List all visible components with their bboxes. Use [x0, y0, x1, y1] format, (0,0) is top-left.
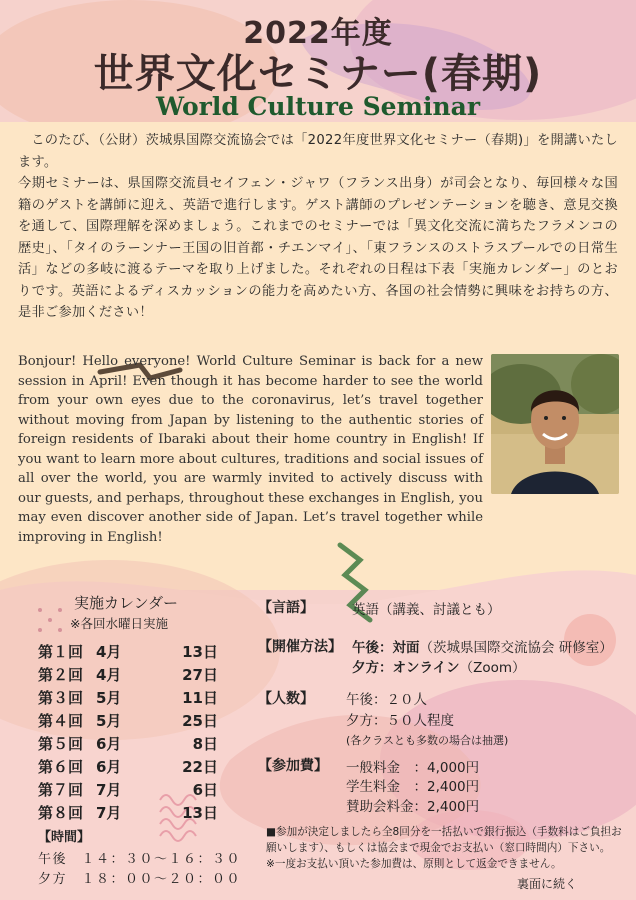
session: 第５回 [38, 735, 84, 753]
day: 22日 [182, 758, 218, 776]
language-value: 英語（講義、討議とも） [352, 602, 501, 618]
month: 7月 [96, 804, 122, 822]
english-intro: Bonjour! Hello everyone! World Culture Seminar is back for a new session in April! Even though it has become harder to see the world from your own eyes due to the coronavirus, let’s travel together without moving from Japan by listening to the authentic stories of foreign residents of Ibaraki about their home country in English! If you want to learn more about cultures, traditions and social issues of all over the world, you are warmly invited to actively discuss with our guests, and perhaps, throughout these exchanges in English, you may even discover another side of Japan. Let’s travel together while improving in English! [18, 354, 483, 545]
method-afternoon-detail: （茨城県国際交流協会 研修室） [419, 640, 613, 656]
day: 13日 [182, 804, 218, 822]
month: 6月 [96, 735, 122, 753]
session: 第３回 [38, 689, 84, 707]
method-evening [352, 656, 526, 676]
capacity-evening: 夕方：５０人程度 [346, 713, 454, 729]
fee-student: 学生料金 ：2,400円 [346, 779, 480, 795]
calendar-row [38, 756, 218, 779]
capacity-label: 【人数】 [258, 691, 314, 707]
continue-on-back: 裏面に続く [517, 877, 578, 891]
session: 第７回 [38, 781, 84, 799]
month: 5月 [96, 689, 122, 707]
japanese-intro [18, 130, 618, 324]
month: 6月 [96, 758, 122, 776]
english-title: World Culture Seminar [155, 92, 481, 121]
method-afternoon-key: 午後：対面 [352, 640, 420, 656]
payment-notes [266, 824, 626, 872]
day: 25日 [182, 712, 218, 730]
host-photo [491, 354, 619, 494]
language-label: 【言語】 [258, 600, 314, 616]
calendar-row [38, 802, 218, 825]
calendar-row [38, 664, 218, 687]
calendar-note: ※各回水曜日実施 [70, 616, 168, 631]
method-evening-detail: （Zoom） [459, 660, 526, 676]
day: 6日 [192, 781, 218, 799]
session: 第４回 [38, 712, 84, 730]
calendar-title: 実施カレンダー [74, 594, 179, 612]
payment-note-1: ■参加が決定しましたら全8回分を一括払いで銀行振込（手数料はご負担お願いします）、もしくは協会まで現金でお支払い（窓口時間内）下さい。 [266, 826, 622, 854]
capacity-note: (各クラスとも多数の場合は抽選) [346, 734, 509, 747]
method-evening-key: 夕方：オンライン [352, 660, 460, 676]
calendar-row [38, 779, 218, 802]
session: 第８回 [38, 804, 84, 822]
capacity-afternoon: 午後：２０人 [346, 692, 427, 708]
fee-label: 【参加費】 [258, 758, 328, 774]
calendar-row [38, 733, 218, 756]
calendar-table [38, 641, 218, 825]
month: 4月 [96, 643, 122, 661]
day: 8日 [192, 735, 218, 753]
day: 11日 [182, 689, 218, 707]
intro-paragraph-2: 今期セミナーは、県国際交流員セイフェン・ジャワ（フランス出身）が司会となり、毎回様々な国籍のゲストを講師に迎え、英語で進行します。ゲスト講師のプレゼンテーションを聴き、意見交換を通して、国際理解を深めましょう。これまでのセミナーでは「異文化交流に満ちたフラメンコの歴史」、「タイのラーンナー王国の旧首都・チエンマイ」、「東フランスのストラスブールでの日常生活」などの多岐に渡るテーマを取り上げました。それぞれの日程は下表「実施カレンダー」のとおりです。英語によるディスカッションの能力を高めたい方、各国の社会情勢に興味をお持ちの方、是非ご参加ください！ [18, 176, 618, 320]
calendar-row [38, 710, 218, 733]
session: 第１回 [38, 643, 84, 661]
month: 5月 [96, 712, 122, 730]
method-label: 【開催方法】 [258, 639, 342, 655]
session: 第２回 [38, 666, 84, 684]
time-afternoon: 午後 １４：３０～１６：３０ [38, 852, 242, 867]
payment-note-2: ※一度お支払い頂いた参加費は、原則として返金できません。 [266, 858, 562, 870]
calendar-row [38, 641, 218, 664]
day: 27日 [182, 666, 218, 684]
month: 4月 [96, 666, 122, 684]
day: 13日 [182, 643, 218, 661]
time-label: 【時間】 [38, 830, 91, 845]
session: 第６回 [38, 758, 84, 776]
year-title: 2022年度 [243, 16, 393, 51]
intro-paragraph-1: このたび、（公財）茨城県国際交流協会では「2022年度世界文化セミナー（春期)」を開講いたします。 [18, 133, 618, 170]
fee-general: 一般料金 ：4,000円 [346, 760, 480, 776]
main-title: 世界文化セミナー(春期) [93, 51, 543, 97]
time-evening: 夕方 １８：００～２０：００ [38, 872, 242, 887]
month: 7月 [96, 781, 122, 799]
fee-supporter: 賛助会料金：2,400円 [346, 799, 480, 815]
calendar-row [38, 687, 218, 710]
method-afternoon [352, 636, 613, 656]
